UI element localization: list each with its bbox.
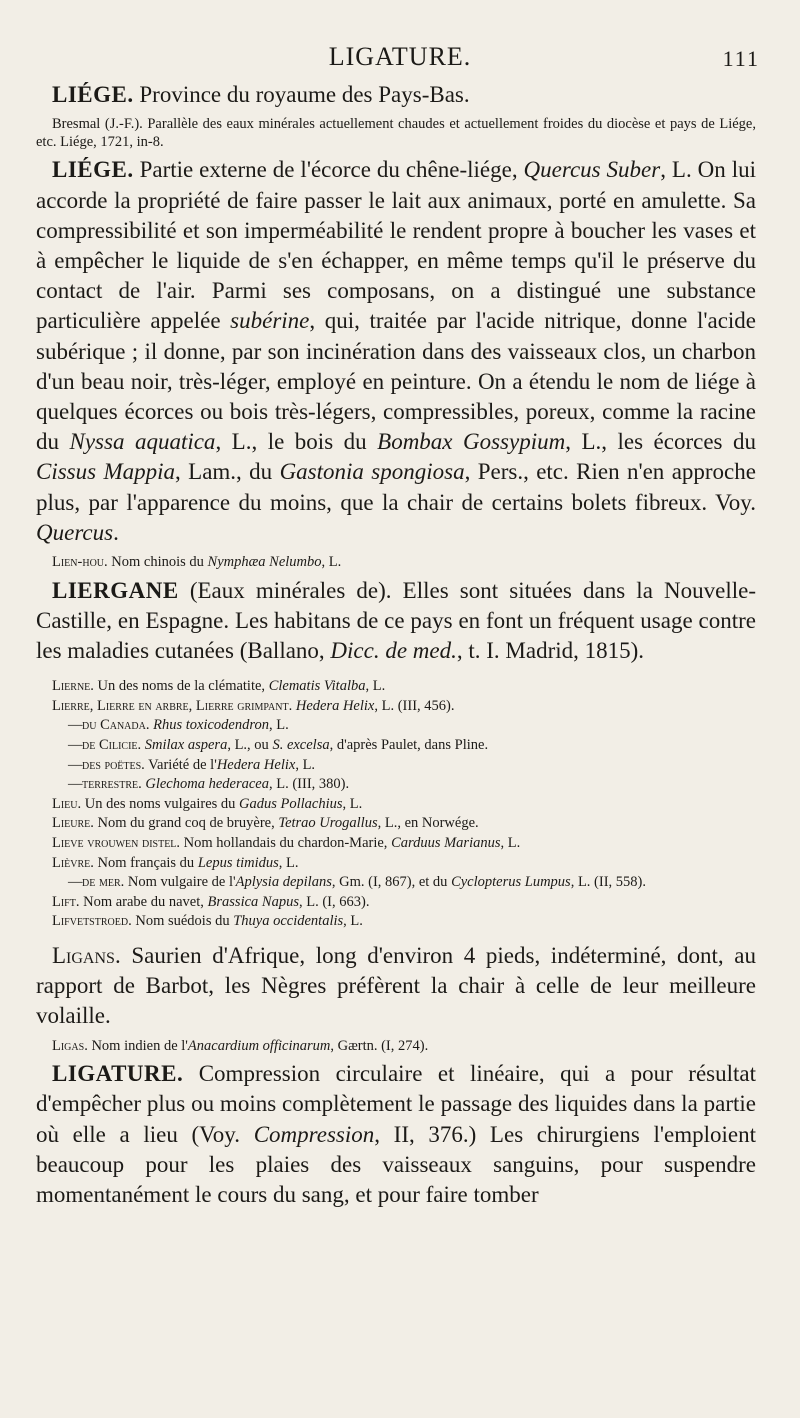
headword: Lifvetstroed. <box>52 913 132 930</box>
dash: — <box>68 874 83 891</box>
entry-ligas: Ligas. Nom indien de l'Anacardium officinarum, Gærtn. (I, 274). <box>52 1037 429 1054</box>
entry-liege-cork: LIÉGE. Partie externe de l'écorce du chêne-liége, Quercus Suber, L. On lui accorde la propriété de faire passer le lait aux animaux, porté en amulette. Sa compressibilité et son imperméabilité le rendent propre à boucher les vases et à empêcher le liquide de s'en échapper, en même temps qu'il le préserve du contact de l'air. Parmi ses composans, on a distingué une substance particulière appelée subérine, qui, traitée par l'acide nitrique, donne l'acide subérique ; il donne, par son incinération dans des vaisseaux clos, un charbon d'un beau noir, très-léger, employé en peinture. On a étendu le nom de liége à quelques écorces ou bois très-légers, compressibles, poreux, comme la racine du Nyssa aquatica, L., le bois du Bombax Gossypium, L., les écorces du Cissus Mappia, Lam., du Gastonia spongiosa, Pers., etc. Rien n'en approche plus, par l'apparence du moins, que la chair de certains bolets fibreux. Voy. Quercus. <box>36 157 757 545</box>
entry-lierre-poetes: —des poëtes. Variété de l'Hedera Helix, L. <box>36 757 756 775</box>
entry-lieu: Lieu. Un des noms vulgaires du Gadus Pollachius, L. <box>52 795 363 812</box>
headword: LIERGANE <box>52 577 179 603</box>
subheadword: terrestre. <box>82 776 142 793</box>
dash: — <box>68 756 83 773</box>
entry-bresmal: Bresmal (J.-F.). Parallèle des eaux minérales actuellement chaudes et actuellement froides du diocèse et pays de Liége, etc. Liége, 1721, in-8. <box>36 116 756 150</box>
entry-ligans: Ligans. Saurien d'Afrique, long d'environ 4 pieds, indéterminé, dont, au rapport de Barbot, les Nègres préfèrent la chair à celle de leur meilleure volaille. <box>36 942 756 1029</box>
entry-lierre: Lierre, Lierre en arbre, Lierre grimpant. Hedera Helix, L. (III, 456). <box>52 697 455 714</box>
entry-lifvetstroed: Lifvetstroed. Nom suédois du Thuya occidentalis, L. <box>52 913 363 930</box>
headword: Lierre, Lierre en arbre, Lierre grimpant. <box>52 697 293 714</box>
entry-lieure: Lieure. Nom du grand coq de bruyère, Tetrao Urogallus, L., en Norwége. <box>52 815 479 832</box>
entry-lien-hou: Lien-hou. Nom chinois du Nymphæa Nelumbo, L. <box>52 554 342 571</box>
entry-lievre-de-mer: —de mer. Nom vulgaire de l'Aplysia depilans, Gm. (I, 867), et du Cyclopterus Lumpus, L. (II, 558). <box>36 874 756 892</box>
headword: Lieure. <box>52 815 94 832</box>
headword: Lien-hou. <box>52 554 108 571</box>
headword: LIÉGE. <box>52 157 134 183</box>
entry-lierre-canada: —du Canada. Rhus toxicodendron, L. <box>36 717 756 735</box>
entry-lierre-cilicie: —de Cilicie. Smilax aspera, L., ou S. excelsa, d'après Paulet, dans Pline. <box>36 737 756 755</box>
running-title: LIGATURE. <box>328 42 472 71</box>
entry-lift: Lift. Nom arabe du navet, Brassica Napus, L. (I, 663). <box>52 893 370 910</box>
headword: LIÉGE. <box>52 82 134 107</box>
subheadword: des poëtes. <box>82 756 145 773</box>
entry-ligature: LIGATURE. Compression circulaire et linéaire, qui a pour résultat d'empêcher plus ou moins complètement le passage des liquides dans la partie où elle a lieu (Voy. Compression, II, 376.) Les chirurgiens l'emploient beaucoup pour les plaies des vaisseaux sanguins, pour suspendre momentanément le cours du sang, et pour faire tomber <box>36 1061 756 1207</box>
subheadword: de Cilicie. <box>82 737 142 754</box>
headword: Lièvre. <box>52 854 94 871</box>
page-number: 111 <box>722 46 760 71</box>
headword: Ligans. <box>52 942 121 968</box>
dash: — <box>68 776 83 793</box>
headword: Lierne. <box>52 678 94 695</box>
headword: Lieve vrouwen distel. <box>52 834 181 851</box>
page-header <box>0 40 800 74</box>
headword: Lift. <box>52 893 80 910</box>
entry-lieve-vrouwen-distel: Lieve vrouwen distel. Nom hollandais du chardon-Marie, Carduus Marianus, L. <box>52 834 521 851</box>
entry-liege-province: LIÉGE. Province du royaume des Pays-Bas. <box>52 82 470 107</box>
entry-lievre: Lièvre. Nom français du Lepus timidus, L. <box>52 854 299 871</box>
entry-liergane: LIERGANE (Eaux minérales de). Elles sont situées dans la Nouvelle-Castille, en Espagne. Les habitans de ce pays en font un fréquent usage contre les maladies cutanées (Ballano, Dicc. de med., t. I. Madrid, 1815). <box>36 577 756 664</box>
dash: — <box>68 737 83 754</box>
headword: LIGATURE. <box>52 1061 184 1087</box>
entry-lierne: Lierne. Un des noms de la clématite, Clematis Vitalba, L. <box>52 678 386 695</box>
body-text <box>36 80 756 1216</box>
subheadword: du Canada. <box>82 717 150 734</box>
headword: Ligas. <box>52 1037 88 1054</box>
dash: — <box>68 717 83 734</box>
headword: Lieu. <box>52 795 82 812</box>
subheadword: de mer. <box>82 874 125 891</box>
entry-lierre-terrestre: —terrestre. Glechoma hederacea, L. (III, 380). <box>36 776 756 794</box>
